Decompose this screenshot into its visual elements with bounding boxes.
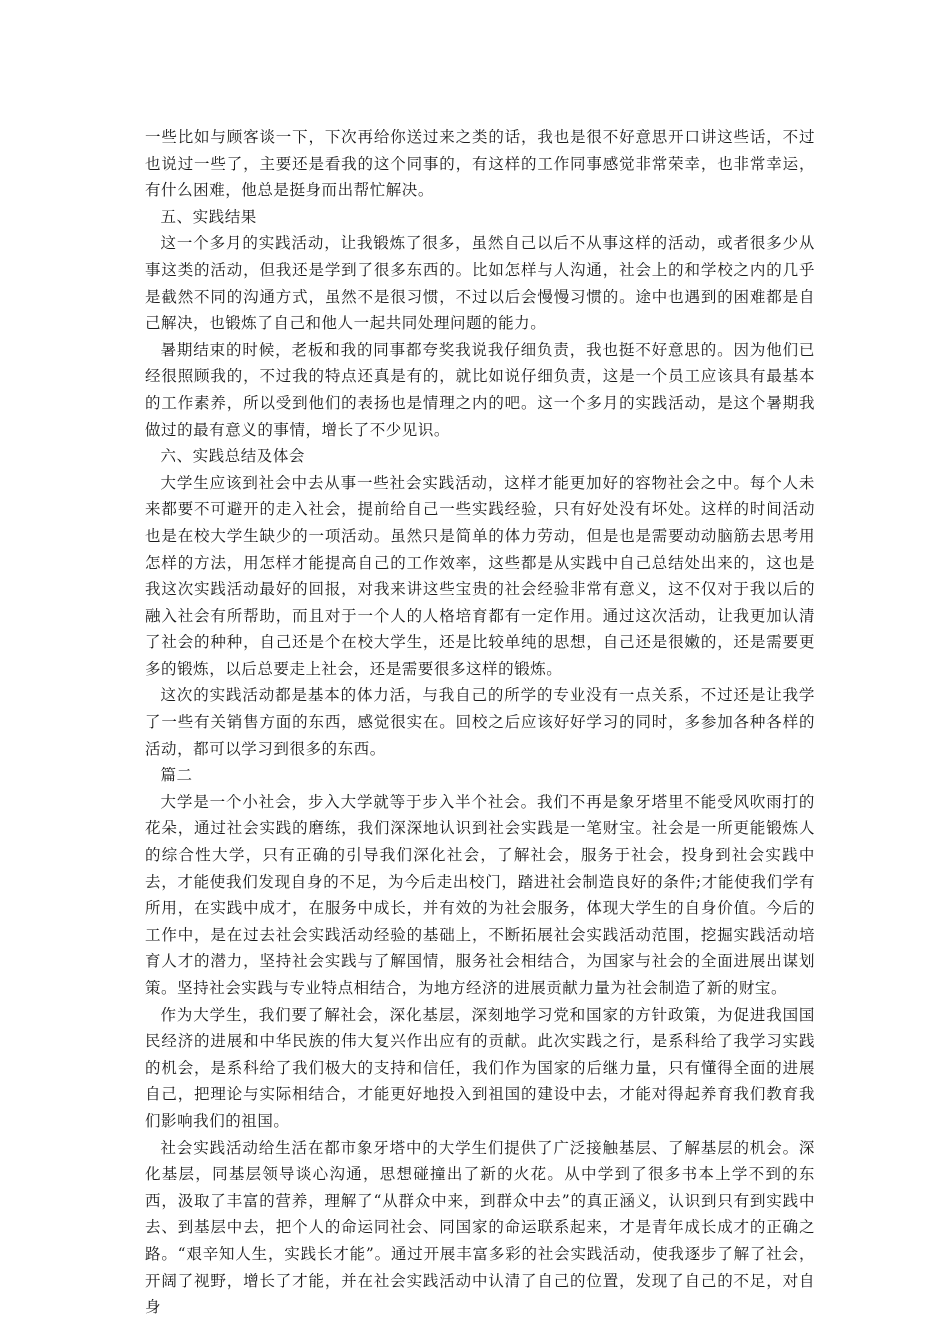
paragraph: 一些比如与顾客谈一下，下次再给你送过来之类的话，我也是很不好意思开口讲这些话，不过也说过一些了，主要还是看我的这个同事的，有这样的工作同事感觉非常荣幸，也非常幸运，有什么困难，他总是挺身而出帮忙解决。 (145, 128, 815, 200)
section-heading: 篇二 (160, 766, 193, 785)
paragraph: 作为大学生，我们要了解社会，深化基层，深刻地学习党和国家的方针政策，为促进我国国民经济的进展和中华民族的伟大复兴作出应有的贡献。此次实践之行，是系科给了我学习实践的机会，是系科给了我们极大的支持和信任，我们作为国家的后继力量，只有懂得全面的进展自己，把理论与实际相结合，才能更好地投入到祖国的建设中去，才能对得起养育我们教育我们影响我们的祖国。 (145, 1005, 815, 1130)
paragraph: 社会实践活动给生活在都市象牙塔中的大学生们提供了广泛接触基层、了解基层的机会。深化基层，同基层领导谈心沟通，思想碰撞出了新的火花。从中学到了很多书本上学不到的东西，汲取了丰富的营养，理解了“从群众中来，到群众中去”的真正涵义，认识到只有到实践中去、到基层中去，把个人的命运同社会、同国家的命运联系起来，才是青年成长成才的正确之路。“艰辛知人生，实践长才能”。通过开展丰富多彩的社会实践活动，使我逐步了解了社会，开阔了视野，增长了才能，并在社会实践活动中认清了自己的位置，发现了自己的不足，对自身 (145, 1138, 815, 1317)
paragraph: 大学生应该到社会中去从事一些社会实践活动，这样才能更加好的容物社会之中。每个人未来都要不可避开的走入社会，提前给自己一些实践经验，只有好处没有坏处。这样的时间活动也是在校大学生缺少的一项活动。虽然只是简单的体力劳动，但是也是需要动动脑筋去思考用怎样的方法，用怎样才能提高自己的工作效率，这些都是从实践中自己总结处出来的，这也是我这次实践活动最好的回报，对我来讲这些宝贵的社会经验非常有意义，这不仅对于我以后的融入社会有所帮助，而且对于一个人的人格培育都有一定作用。通过这次活动，让我更加认清了社会的种种，自己还是个在校大学生，还是比较单纯的思想，自己还是很嫩的，还是需要更多的锻炼，以后总要走上社会，还是需要很多这样的锻炼。 (145, 473, 815, 678)
paragraph: 暑期结束的时候，老板和我的同事都夸奖我说我仔细负责，我也挺不好意思的。因为他们已经很照顾我的，不过我的特点还真是有的，就比如说仔细负责，这是一个员工应该具有最基本的工作素养，所以受到他们的表扬也是情理之内的吧。这一个多月的实践活动，是这个暑期我做过的最有意义的事情，增长了不少见识。 (145, 340, 815, 439)
section-heading: 六、实践总结及体会 (160, 447, 305, 466)
section-heading: 五、实践结果 (160, 207, 257, 226)
paragraph: 大学是一个小社会，步入大学就等于步入半个社会。我们不再是象牙塔里不能受风吹雨打的花朵，通过社会实践的磨练，我们深深地认识到社会实践是一笔财宝。社会是一所更能锻炼人的综合性大学，只有正确的引导我们深化社会，了解社会，服务于社会，投身到社会实践中去，才能使我们发现自身的不足，为今后走出校门，踏进社会制造良好的条件;才能使我们学有所用，在实践中成才，在服务中成长，并有效的为社会服务，体现大学生的自身价值。今后的工作中，是在过去社会实践活动经验的基础上，不断拓展社会实践活动范围，挖掘实践活动培育人才的潜力，坚持社会实践与了解国情，服务社会相结合，为国家与社会的全面进展出谋划策。坚持社会实践与专业特点相结合，为地方经济的进展贡献力量为社会制造了新的财宝。 (145, 792, 815, 997)
document-body (145, 124, 815, 1321)
paragraph: 这一个多月的实践活动，让我锻炼了很多，虽然自己以后不从事这样的活动，或者很多少从事这类的活动，但我还是学到了很多东西的。比如怎样与人沟通，社会上的和学校之内的几乎是截然不同的沟通方式，虽然不是很习惯，不过以后会慢慢习惯的。途中也遇到的困难都是自己解决，也锻炼了自己和他人一起共同处理问题的能力。 (145, 234, 815, 333)
paragraph: 这次的实践活动都是基本的体力活，与我自己的所学的专业没有一点关系，不过还是让我学了一些有关销售方面的东西，感觉很实在。回校之后应该好好学习的同时，多参加各种各样的活动，都可以学习到很多的东西。 (145, 686, 815, 758)
